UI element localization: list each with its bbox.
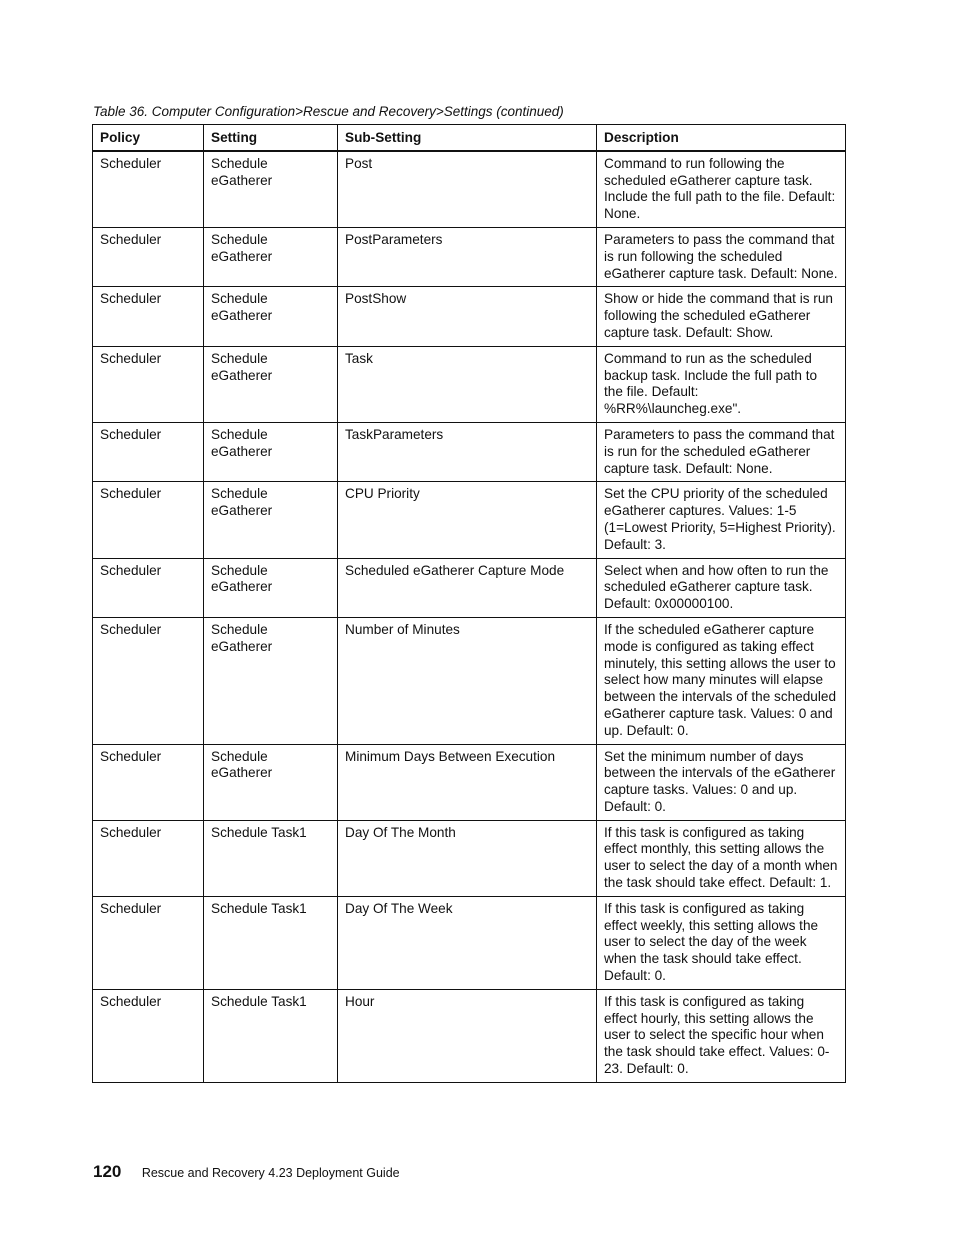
document-title: Rescue and Recovery 4.23 Deployment Guide (141, 1166, 400, 1180)
table-header-row (93, 125, 846, 151)
cell-policy: Scheduler (93, 617, 204, 744)
cell-policy: Scheduler (93, 989, 204, 1082)
table-row (93, 558, 846, 617)
cell-subsetting: CPU Priority (338, 482, 597, 558)
cell-subsetting: PostShow (338, 287, 597, 346)
table-row (93, 227, 846, 286)
cell-policy: Scheduler (93, 227, 204, 286)
header-policy: Policy (93, 125, 204, 151)
cell-description: Parameters to pass the command that is run following the scheduled eGatherer capture task. Default: None. (597, 227, 846, 286)
cell-policy: Scheduler (93, 820, 204, 896)
cell-description: Show or hide the command that is run following the scheduled eGatherer capture task. Default: Show. (597, 287, 846, 346)
cell-subsetting: Post (338, 151, 597, 228)
cell-subsetting: TaskParameters (338, 422, 597, 481)
table-row (93, 346, 846, 422)
cell-description: If the scheduled eGatherer capture mode is configured as taking effect minutely, this setting allows the user to select how many minutes will elapse between the intervals of the scheduled eGatherer capture task. Values: 0 and up. Default: 0. (597, 617, 846, 744)
cell-subsetting: Scheduled eGatherer Capture Mode (338, 558, 597, 617)
cell-subsetting: Day Of The Week (338, 896, 597, 989)
cell-setting: Schedule eGatherer (204, 151, 338, 228)
table-row (93, 482, 846, 558)
cell-description: Parameters to pass the command that is run for the scheduled eGatherer capture task. Default: None. (597, 422, 846, 481)
cell-setting: Schedule eGatherer (204, 346, 338, 422)
cell-setting: Schedule eGatherer (204, 617, 338, 744)
cell-description: Command to run as the scheduled backup task. Include the full path to the file. Default: %RR%\launcheg.exe". (597, 346, 846, 422)
cell-description: If this task is configured as taking effect monthly, this setting allows the user to select the day of a month when the task should take effect. Default: 1. (597, 820, 846, 896)
cell-setting: Schedule eGatherer (204, 558, 338, 617)
cell-setting: Schedule eGatherer (204, 744, 338, 820)
cell-policy: Scheduler (93, 151, 204, 228)
header-description: Description (597, 125, 846, 151)
cell-subsetting: Task (338, 346, 597, 422)
cell-policy: Scheduler (93, 744, 204, 820)
cell-policy: Scheduler (93, 558, 204, 617)
cell-description: If this task is configured as taking effect weekly, this setting allows the user to select the day of the week when the task should take effect. Default: 0. (597, 896, 846, 989)
table-caption: Table 36. Computer Configuration>Rescue and Recovery>Settings (continued) (93, 104, 564, 119)
cell-description: Set the CPU priority of the scheduled eGatherer captures. Values: 1-5 (1=Lowest Priority, 5=Highest Priority). Default: 3. (597, 482, 846, 558)
settings-table (92, 124, 846, 1083)
cell-description: Set the minimum number of days between the intervals of the eGatherer capture tasks. Values: 0 and up. Default: 0. (597, 744, 846, 820)
table-row (93, 989, 846, 1082)
cell-setting: Schedule Task1 (204, 896, 338, 989)
cell-setting: Schedule Task1 (204, 989, 338, 1082)
page-number: 120 (93, 1162, 122, 1181)
cell-policy: Scheduler (93, 482, 204, 558)
cell-description: Command to run following the scheduled eGatherer capture task. Include the full path to the file. Default: None. (597, 151, 846, 228)
page-footer (93, 1162, 400, 1182)
header-setting: Setting (204, 125, 338, 151)
table-row (93, 617, 846, 744)
cell-setting: Schedule eGatherer (204, 422, 338, 481)
cell-subsetting: Day Of The Month (338, 820, 597, 896)
table-row (93, 287, 846, 346)
cell-setting: Schedule Task1 (204, 820, 338, 896)
cell-policy: Scheduler (93, 896, 204, 989)
table-row (93, 422, 846, 481)
table-row (93, 820, 846, 896)
cell-subsetting: PostParameters (338, 227, 597, 286)
cell-subsetting: Hour (338, 989, 597, 1082)
cell-setting: Schedule eGatherer (204, 482, 338, 558)
cell-policy: Scheduler (93, 287, 204, 346)
table-row (93, 151, 846, 228)
cell-setting: Schedule eGatherer (204, 227, 338, 286)
cell-policy: Scheduler (93, 346, 204, 422)
cell-policy: Scheduler (93, 422, 204, 481)
table-row (93, 896, 846, 989)
cell-setting: Schedule eGatherer (204, 287, 338, 346)
cell-subsetting: Number of Minutes (338, 617, 597, 744)
cell-description: If this task is configured as taking effect hourly, this setting allows the user to select the specific hour when the task should take effect. Values: 0-23. Default: 0. (597, 989, 846, 1082)
table-row (93, 744, 846, 820)
header-subsetting: Sub-Setting (338, 125, 597, 151)
cell-description: Select when and how often to run the scheduled eGatherer capture task. Default: 0x00000100. (597, 558, 846, 617)
cell-subsetting: Minimum Days Between Execution (338, 744, 597, 820)
